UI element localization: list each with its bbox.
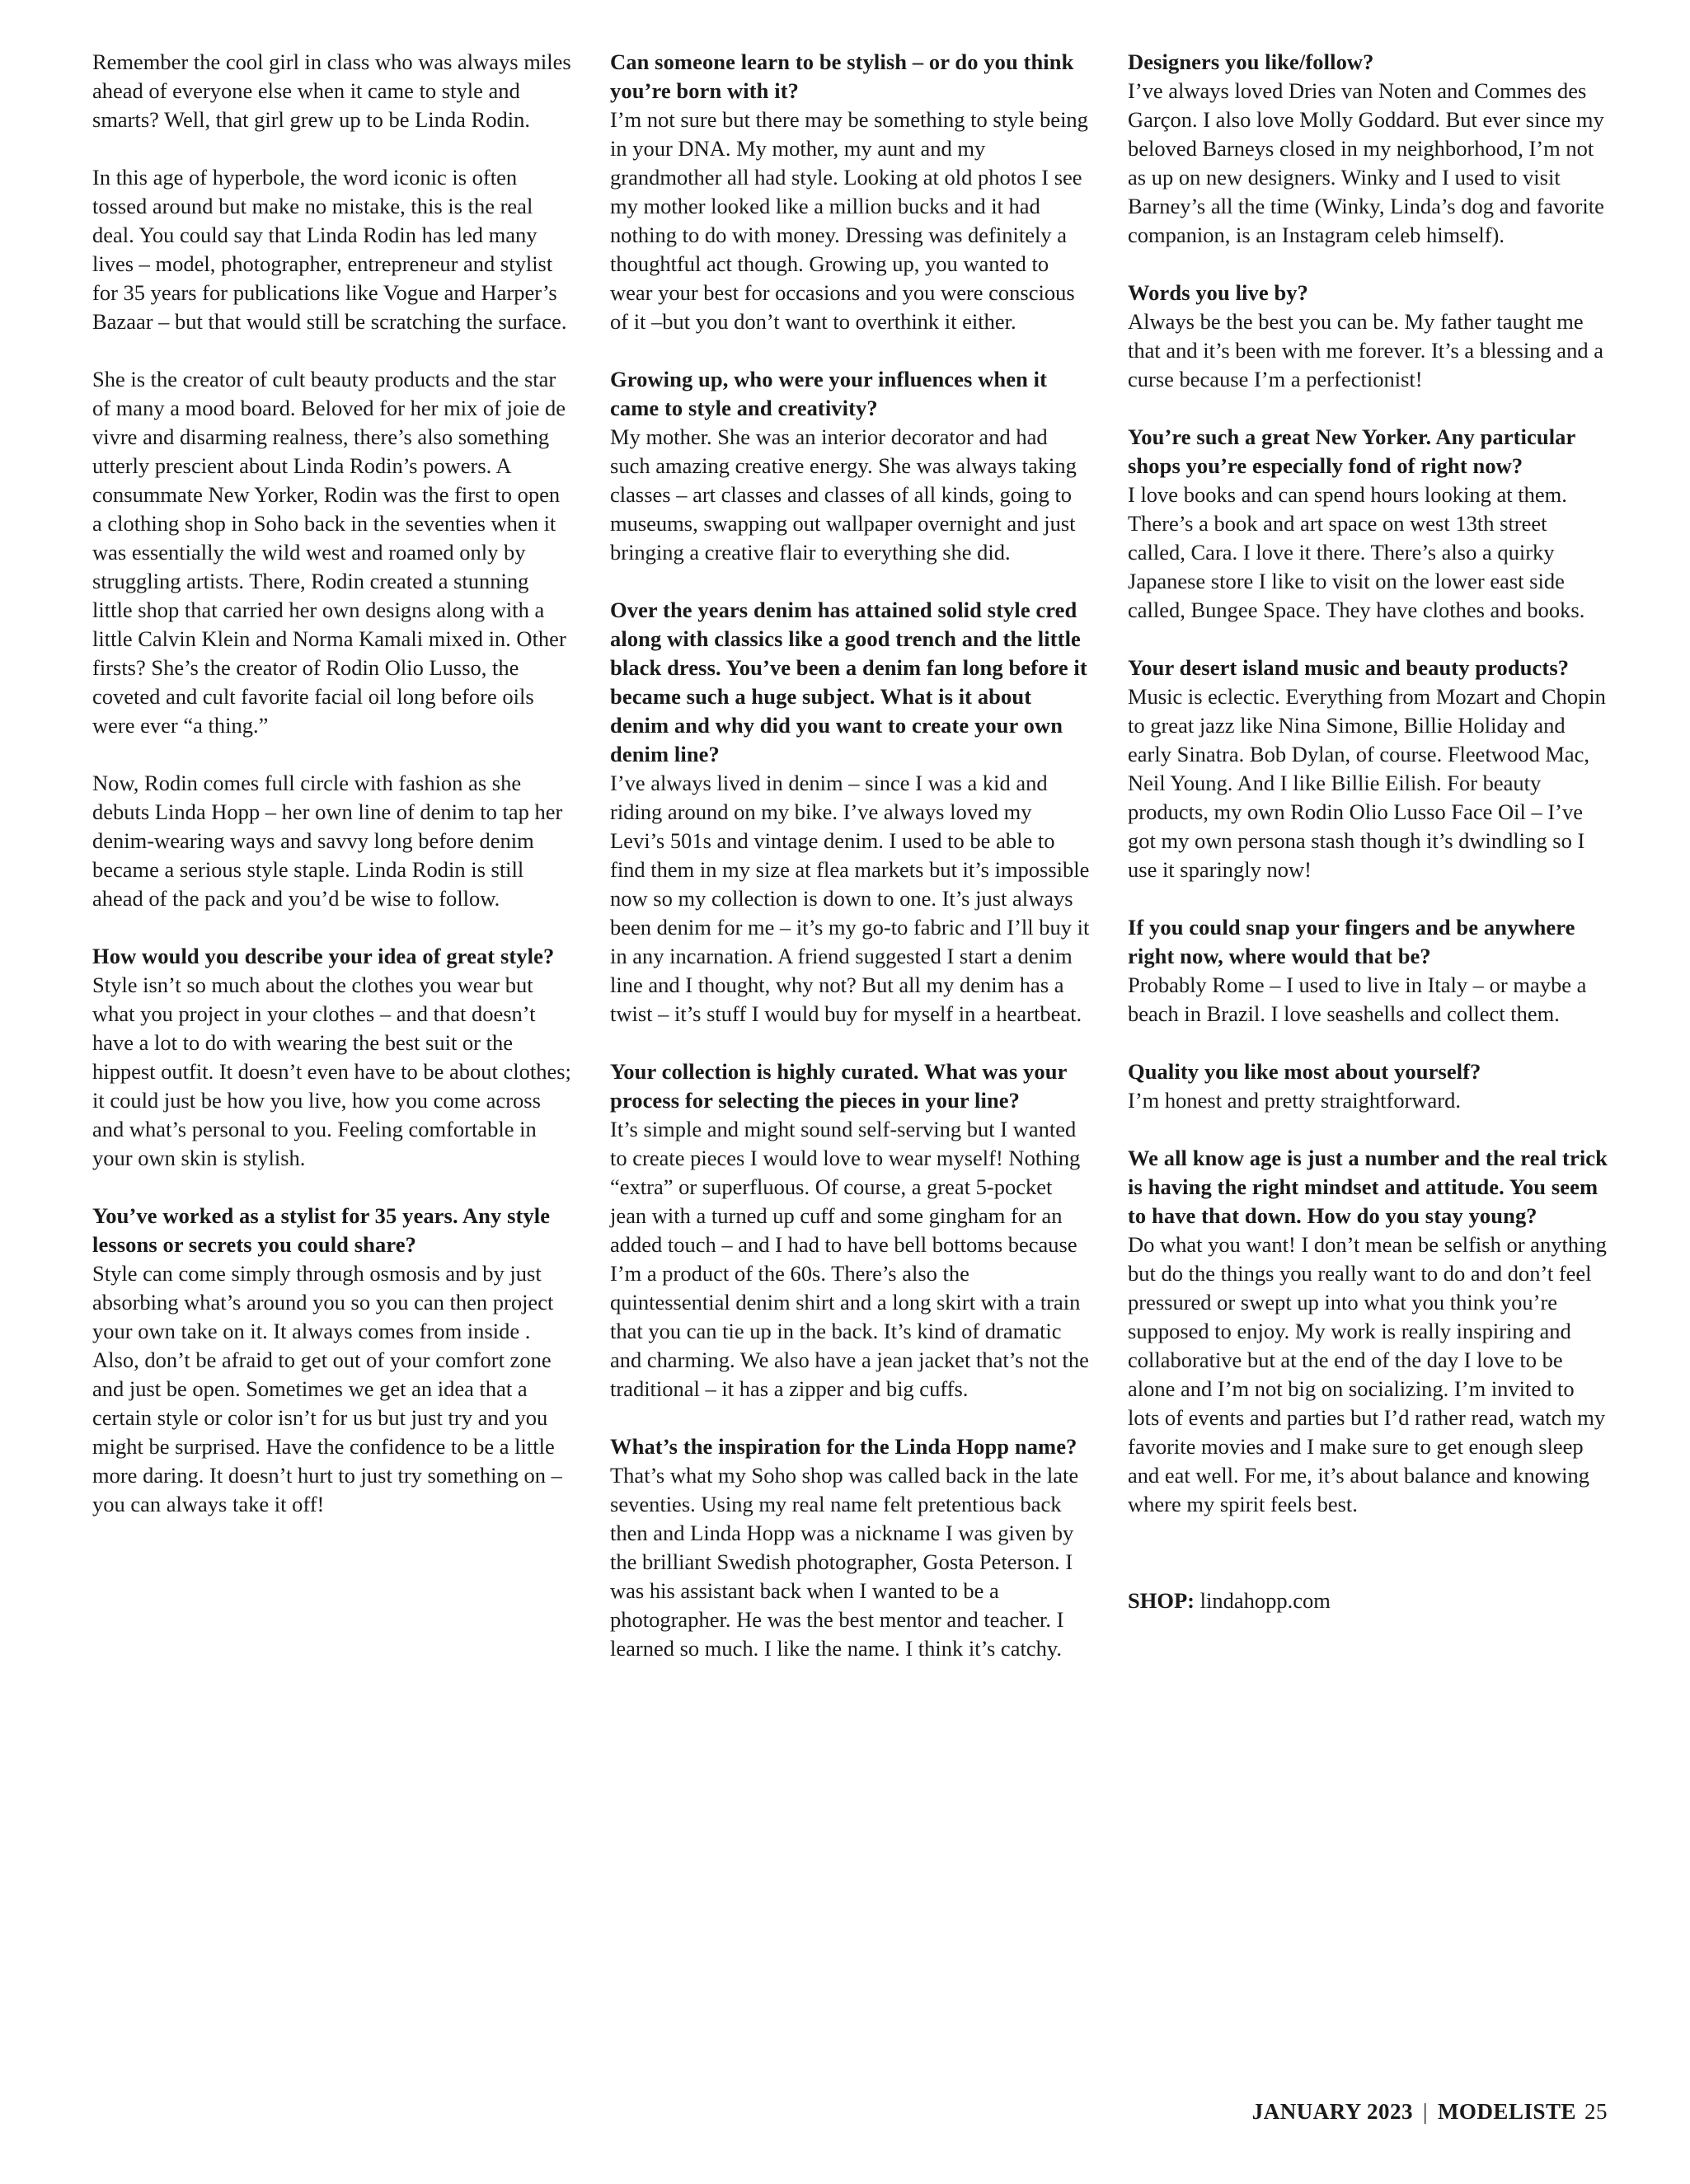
answer-paragraph: I love books and can spend hours looking at them. There’s a book and art space on west 13th street called, Cara. I love it there. There’s also a quirky Japanese store I like to visit on the lower east side called, Bungee Space. They have clothes and books. [1128,482,1585,622]
intro-paragraph: In this age of hyperbole, the word iconic is often tossed around but make no mistake, this is the real deal. You could say that Linda Rodin has led many lives – model, photographer, entrepreneur and stylist for 35 years for publications like Vogue and Harper’s Bazaar – but that would still be scratching the surface. [92,165,567,334]
question-heading: We all know age is just a number and the real trick is having the right mindset and attitude. You seem to have that down. How do you stay young? [1128,1146,1608,1228]
footer-issue-date: JANUARY 2023 [1251,2099,1414,2124]
answer-paragraph: My mother. She was an interior decorator and had such amazing creative energy. She was always taking classes – art classes and classes of all kinds, going to museums, swapping out wallpaper overnight and just bringing a creative flair to everything she did. [610,424,1077,565]
answer-paragraph: Do what you want! I don’t mean be selfish or anything but do the things you really want to do and don’t feel pressured or swept up into what you think you’re supposed to enjoy. My work is really inspiring and collaborative but at the end of the day I love to be alone and I’m not big on socializing. I’m invited to lots of events and parties but I’d rather read, watch my favorite movies and I make sure to get enough sleep and eat well. For me, it’s about balance and knowing where my spirit feels best. [1128,1232,1607,1516]
answer-paragraph: I’ve always lived in denim – since I was a kid and riding around on my bike. I’ve always loved my Levi’s 501s and vintage denim. I used to be able to find them in my size at flea markets but it’s impossible now so my collection is down to one. It’s just always been denim for me – it’s my go-to fabric and I’ll buy it in any incarnation. A friend suggested I start a denim line and I thought, why not? But all my denim has a twist – it’s stuff I would buy for myself in a heartbeat. [610,771,1090,1026]
question-heading: Can someone learn to be stylish – or do you think you’re born with it? [610,49,1074,103]
intro-paragraph: She is the creator of cult beauty products and the star of many a mood board. Beloved for her mix of joie de vivre and disarming realness, there’s also something utterly prescient about Linda Rodin’s powers. A consummate New Yorker, Rodin was the first to open a clothing shop in Soho back in the seventies when it was essentially the wild west and roamed only by struggling artists. There, Rodin created a stunning little shop that carried her own designs along with a little Calvin Klein and Norma Kamali mixed in. Other firsts? She’s the creator of Rodin Olio Lusso, the coveted and cult favorite facial oil long before oils were ever “a thing.” [92,367,566,738]
shop-line [1128,1586,1608,1615]
question-heading: If you could snap your fingers and be anywhere right now, where would that be? [1128,915,1575,968]
answer-paragraph: It’s simple and might sound self-serving but I wanted to create pieces I would love to wear myself! Nothing “extra” or superfluous. Of course, a great 5-pocket jean with a turned up cuff and some gingham for an added touch – and I had to have bell bottoms because I’m a product of the 60s. There’s also the quintessential denim shirt and a long skirt with a train that you can tie up in the back. It’s kind of dramatic and charming. We also have a jean jacket that’s not the traditional – it has a zipper and big cuffs. [610,1117,1089,1401]
footer-page-number: 25 [1584,2099,1608,2124]
answer-paragraph: I’m honest and pretty straightforward. [1128,1088,1462,1113]
question-heading: Words you live by? [1128,280,1308,305]
answer-paragraph: Music is eclectic. Everything from Mozart and Chopin to great jazz like Nina Simone, Billie Holiday and early Sinatra. Bob Dylan, of course. Fleetwood Mac, Neil Young. And I like Billie Eilish. For beauty products, my own Rodin Olio Lusso Face Oil – I’ve got my own persona stash though it’s dwindling so I use it sparingly now! [1128,684,1606,882]
intro-paragraph: Remember the cool girl in class who was always miles ahead of everyone else when it came to style and smarts? Well, that girl grew up to be Linda Rodin. [92,49,571,132]
intro-paragraph: Now, Rodin comes full circle with fashion as she debuts Linda Hopp – her own line of denim to tap her denim-wearing ways and savvy long before denim became a serious style staple. Linda Rodin is still ahead of the pack and you’d be wise to follow. [92,771,563,911]
answer-paragraph: Style can come simply through osmosis and by just absorbing what’s around you so you can then project your own take on it. It always comes from inside . Also, don’t be afraid to get out of your comfort zone and just be open. Sometimes we get an idea that a certain style or color isn’t for us but just try and you might be surprised. Have the confidence to be a little more daring. It doesn’t hurt to just try something on – you can always take it off! [92,1261,562,1516]
question-heading: Growing up, who were your influences when it came to style and creativity? [610,367,1048,420]
question-heading: Your desert island music and beauty products? [1128,655,1570,680]
shop-label: SHOP: [1128,1588,1200,1613]
question-heading: Designers you like/follow? [1128,49,1374,74]
footer-separator: | [1423,2099,1428,2124]
article-column-2 [610,48,1090,1692]
article-column-3 [1128,48,1608,1692]
footer-magazine-name: MODELISTE [1437,2099,1576,2124]
question-heading: You’re such a great New Yorker. Any particular shops you’re especially fond of right now? [1128,424,1575,478]
shop-url: lindahopp.com [1199,1588,1331,1613]
question-heading: You’ve worked as a stylist for 35 years. Any style lessons or secrets you could share? [92,1203,551,1257]
answer-paragraph: I’ve always loved Dries van Noten and Commes des Garçon. I also love Molly Goddard. But ever since my beloved Barneys closed in my neighborhood, I’m not as up on new designers. Winky and I used to visit Barney’s all the time (Winky, Linda’s dog and favorite companion, is an Instagram celeb himself). [1128,78,1604,247]
answer-paragraph: Style isn’t so much about the clothes you wear but what you project in your clothes – and that doesn’t have a lot to do with wearing the best suit or the hippest outfit. It doesn’t even have to be about clothes; it could just be how you live, how you come across and what’s personal to you. Feeling comfortable in your own skin is stylish. [92,972,571,1170]
answer-paragraph: Probably Rome – I used to live in Italy – or maybe a beach in Brazil. I love seashells and collect them. [1128,972,1587,1026]
question-heading: What’s the inspiration for the Linda Hopp name? [610,1434,1077,1459]
question-heading: Quality you like most about yourself? [1128,1059,1481,1084]
answer-paragraph: Always be the best you can be. My father taught me that and it’s been with me forever. It’s a blessing and a curse because I’m a perfectionist! [1128,309,1603,391]
question-heading: Your collection is highly curated. What was your process for selecting the pieces in your line? [610,1059,1067,1113]
question-heading: Over the years denim has attained solid style cred along with classics like a good trench and the little black dress. You’ve been a denim fan long before it became such a huge subject. What is it about denim and why did you want to create your own denim line? [610,598,1087,766]
answer-paragraph: I’m not sure but there may be something to style being in your DNA. My mother, my aunt and my grandmother all had style. Looking at old photos I see my mother looked like a million bucks and it had nothing to do with money. Dressing was definitely a thoughtful act though. Growing up, you wanted to wear your best for occasions and you were conscious of it –but you don’t want to overthink it either. [610,107,1088,334]
answer-paragraph: That’s what my Soho shop was called back in the late seventies. Using my real name felt pretentious back then and Linda Hopp was a nickname I was given by the brilliant Swedish photographer, Gosta Peterson. I was his assistant back when I wanted to be a photographer. He was the best mentor and teacher. I learned so much. I like the name. I think it’s catchy. [610,1463,1079,1661]
page-footer [1252,2099,1608,2125]
article-column-1 [92,48,572,1692]
question-heading: How would you describe your idea of great style? [92,944,555,968]
